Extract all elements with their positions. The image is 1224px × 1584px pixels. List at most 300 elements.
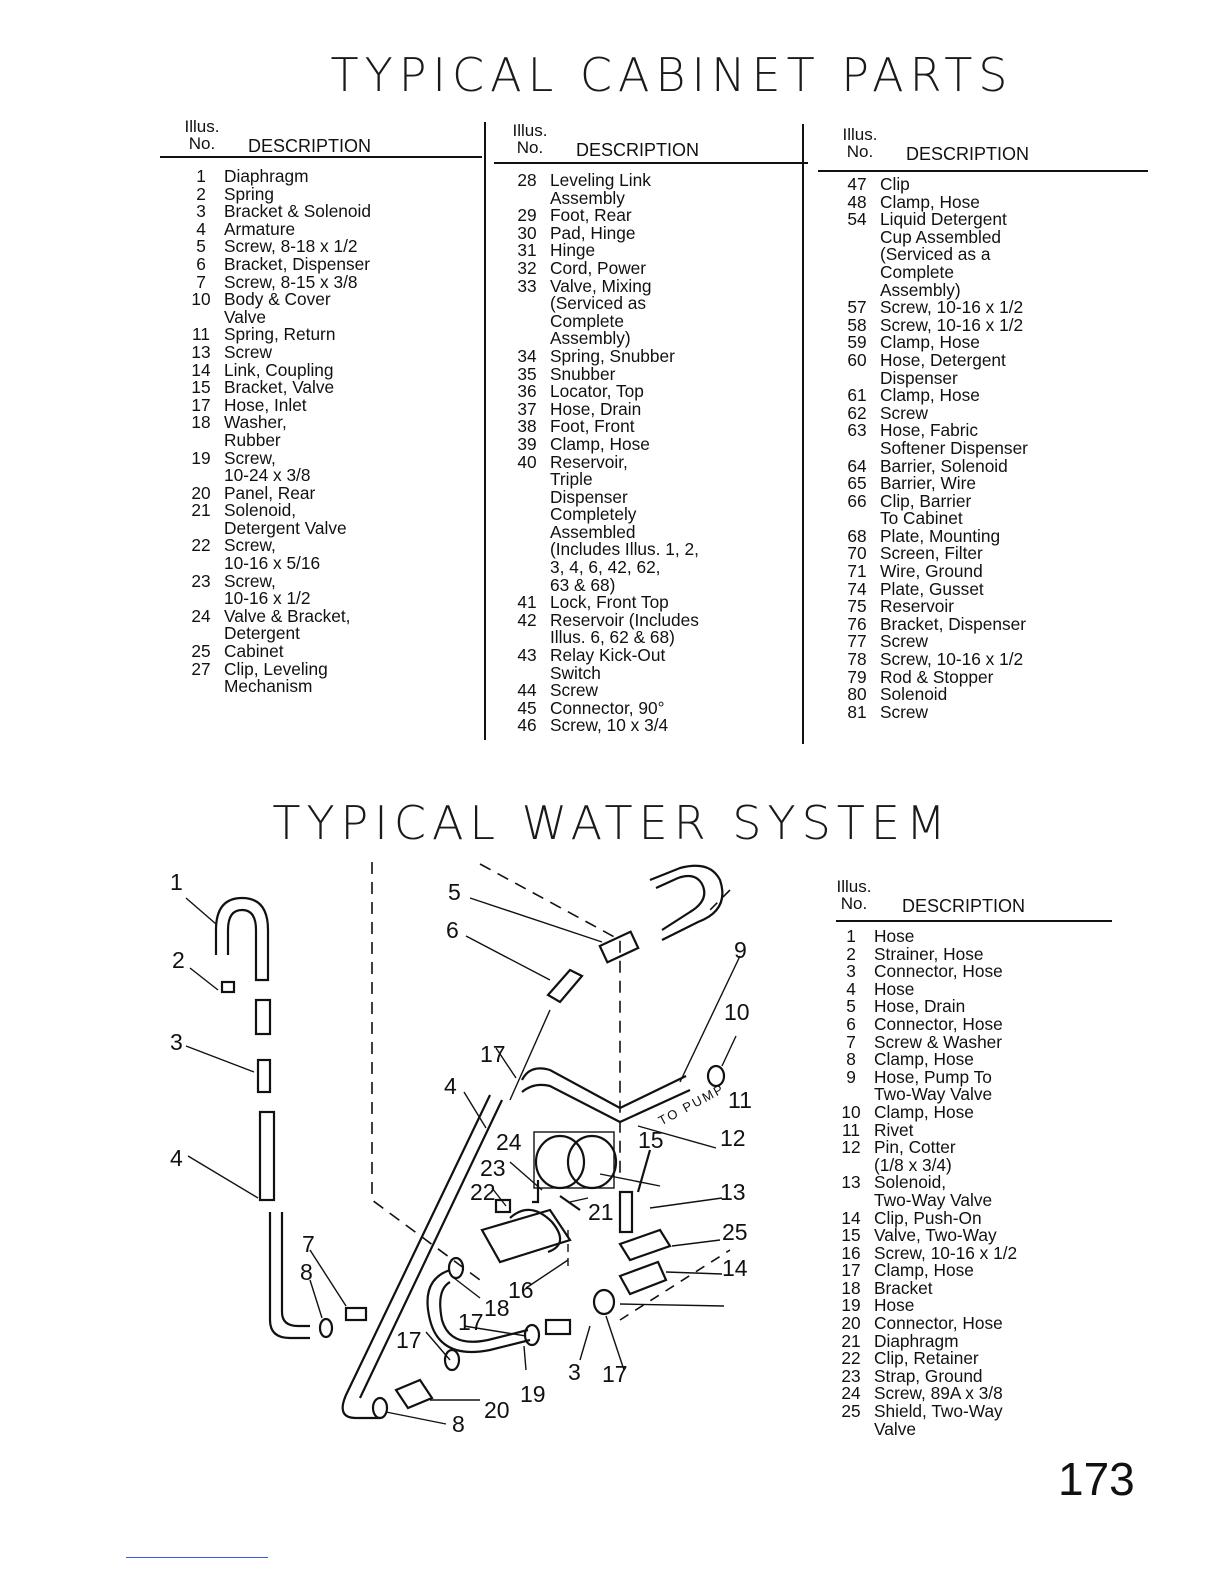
part-row: [178, 394, 478, 415]
part-description: Clamp, Hose: [880, 332, 980, 353]
part-description: Connector, 90°: [550, 697, 665, 718]
part-description: Screw, 10-16 x 1/2: [880, 314, 1024, 335]
part-number: 48: [847, 191, 867, 212]
part-number: 74: [847, 578, 867, 599]
callout-2: 2: [172, 947, 185, 973]
bracket-18-shape: [482, 1210, 570, 1262]
part-description: Screw, 89A x 3/8: [874, 1383, 1003, 1404]
callout-1: 1: [170, 869, 183, 895]
part-row: [504, 418, 804, 436]
part-number: 4: [196, 218, 206, 239]
part-description: Connector, Hose: [874, 1013, 1003, 1034]
water-system-diagram: [150, 850, 790, 1450]
part-number: 76: [847, 613, 867, 634]
part-number: 10: [841, 1101, 861, 1122]
part-number: 47: [847, 174, 867, 194]
part-number: 46: [517, 715, 537, 736]
part-description: Bracket, Valve: [224, 377, 335, 398]
part-description: Hose, Inlet: [224, 394, 307, 415]
cabinet-col2-rule: [494, 162, 808, 164]
part-number: 15: [841, 1225, 861, 1246]
part-number: 20: [841, 1313, 861, 1334]
part-description: Connector, Hose: [874, 961, 1003, 982]
part-row: [828, 1403, 1118, 1438]
part-number: 22: [841, 1348, 861, 1369]
part-description: Foot, Rear: [550, 205, 632, 226]
part-row: [504, 222, 804, 243]
part-description: Lock, Front Top: [550, 592, 669, 613]
cabinet-divider-1: [484, 122, 486, 740]
footer-rule: [126, 1557, 268, 1558]
connector-20-shape: [396, 1380, 432, 1408]
part-number: 19: [841, 1295, 861, 1316]
part-description: Barrier, Solenoid: [880, 455, 1008, 476]
part-number: 78: [847, 649, 867, 670]
part-description: Screw, 10-16 x 1/2: [224, 570, 311, 609]
part-number: 24: [191, 605, 211, 626]
part-number: 13: [841, 1172, 861, 1193]
part-number: 16: [841, 1242, 861, 1263]
cabinet-col1-rule: [160, 156, 482, 158]
cabinet-col1-rows: [178, 168, 478, 696]
part-description: Spring, Return: [224, 324, 336, 345]
part-description: Snubber: [550, 363, 616, 384]
part-description: Plate, Mounting: [880, 525, 1001, 546]
part-description: Cord, Power: [550, 257, 647, 278]
part-description: Strap, Ground: [874, 1365, 983, 1386]
cabinet-col3-rule: [818, 170, 1148, 172]
part-row: [828, 1174, 1118, 1209]
part-row: [178, 291, 478, 326]
part-description: Diaphragm: [224, 166, 309, 186]
part-description: Bracket, Dispenser: [224, 253, 370, 274]
part-description: Hose, Drain: [550, 398, 642, 419]
callout-13: 13: [720, 1179, 746, 1205]
cotter-pin-shape: [638, 1150, 650, 1192]
callout-11: 11: [728, 1087, 752, 1113]
cabinet-col3-desc-header: DESCRIPTION: [906, 144, 1030, 164]
clamp-8-shape: [320, 1319, 332, 1337]
part-description: Clamp, Hose: [874, 1101, 974, 1122]
cabinet-col2-illus-header: Illus. No.: [512, 121, 548, 157]
part-description: Valve, Mixing (Serviced as Complete Assembly): [550, 275, 652, 349]
callout-3b: 3: [568, 1359, 581, 1385]
callout-6: 6: [446, 917, 459, 943]
part-number: 21: [191, 500, 211, 521]
part-description: Screw, 10 x 3/4: [550, 715, 669, 736]
part-number: 80: [847, 684, 867, 705]
callout-12: 12: [720, 1125, 746, 1151]
clamp-17-c: [445, 1350, 459, 1370]
part-description: Diaphragm: [874, 1330, 959, 1351]
part-description: Hose, Drain: [874, 996, 966, 1017]
part-row: [828, 1277, 1118, 1298]
part-row: [828, 1066, 1118, 1105]
part-number: 61: [847, 385, 867, 406]
part-number: 18: [191, 412, 211, 433]
callout-25: 25: [722, 1219, 748, 1245]
part-number: 23: [841, 1365, 861, 1386]
cabinet-col1-illus-header: Illus. No.: [184, 117, 220, 153]
part-row: [828, 978, 1118, 999]
part-number: 33: [517, 275, 537, 296]
part-row: [504, 383, 804, 401]
callout-17d: 17: [602, 1361, 628, 1387]
part-row: [178, 570, 478, 609]
part-description: Clip, Retainer: [874, 1348, 979, 1369]
part-number: 42: [517, 609, 537, 630]
part-row: [504, 242, 804, 260]
part-number: 35: [517, 363, 537, 384]
part-description: Clamp, Hose: [874, 1260, 974, 1281]
part-number: 79: [847, 666, 867, 687]
strainer-shape: [222, 982, 234, 992]
hose-4-diag-shape: [343, 1095, 502, 1418]
water-system-title: TYPICAL WATER SYSTEM: [272, 796, 952, 850]
cabinet-col2-desc-header: DESCRIPTION: [576, 140, 700, 160]
part-row: [504, 433, 804, 454]
part-description: Screw, 10-24 x 3/8: [224, 447, 311, 486]
part-description: Screw: [880, 402, 929, 423]
part-number: 18: [841, 1277, 861, 1298]
part-number: 5: [846, 996, 856, 1017]
part-number: 3: [196, 201, 206, 222]
part-number: 20: [191, 482, 211, 503]
callout-24: 24: [496, 1129, 522, 1155]
part-number: 31: [517, 240, 537, 261]
part-number: 32: [517, 257, 537, 278]
part-number: 12: [841, 1137, 861, 1158]
part-description: Clip, Push-On: [874, 1207, 982, 1228]
part-number: 29: [517, 205, 537, 226]
part-description: Wire, Ground: [880, 561, 983, 582]
callout-20: 20: [484, 1397, 510, 1423]
part-row: [828, 1139, 1118, 1174]
part-row: [828, 1013, 1118, 1034]
to-pump-label: TO PUMP: [655, 1080, 728, 1129]
part-number: 1: [846, 926, 856, 946]
part-description: Panel, Rear: [224, 482, 316, 503]
part-description: Locator, Top: [550, 381, 644, 402]
part-description: Screw, 8-15 x 3/8: [224, 271, 358, 292]
part-number: 57: [847, 297, 867, 318]
cabinet-col3-illus-header: Illus. No.: [842, 125, 878, 161]
part-description: Cabinet: [224, 641, 284, 662]
part-number: 13: [191, 341, 211, 362]
part-description: Screw: [880, 701, 929, 722]
part-number: 37: [517, 398, 537, 419]
part-number: 64: [847, 455, 867, 476]
part-description: Hose: [874, 1295, 915, 1316]
part-description: Solenoid: [880, 684, 948, 705]
part-description: Liquid Detergent Cup Assembled (Serviced as a Complete Assembly): [880, 209, 1007, 300]
part-row: [178, 253, 478, 274]
part-description: Hose, Fabric Softener Dispenser: [880, 420, 1028, 458]
part-description: Strainer, Hose: [874, 943, 984, 964]
part-number: 62: [847, 402, 867, 423]
part-number: 28: [517, 170, 537, 190]
part-number: 77: [847, 631, 867, 652]
part-description: Clip, Barrier To Cabinet: [880, 490, 972, 529]
part-row: [178, 502, 478, 537]
part-row: [828, 1315, 1118, 1333]
part-description: Screw & Washer: [874, 1031, 1003, 1052]
callout-22: 22: [470, 1179, 496, 1205]
part-description: Clamp, Hose: [880, 385, 980, 406]
part-description: Screw: [550, 680, 599, 701]
part-number: 15: [191, 377, 211, 398]
water-desc-header: DESCRIPTION: [902, 896, 1026, 916]
part-row: [178, 414, 478, 449]
connector-3-shape: [258, 1060, 270, 1092]
part-row: [178, 658, 478, 697]
connector-6-shape: [548, 970, 582, 1002]
clamp-8b-shape: [373, 1398, 387, 1418]
part-description: Hinge: [550, 240, 596, 261]
part-description: Pad, Hinge: [550, 222, 636, 243]
part-number: 2: [846, 943, 856, 964]
part-row: [504, 257, 804, 278]
clamp-17-b: [525, 1325, 539, 1345]
part-description: Hose: [874, 926, 915, 946]
callout-16: 16: [508, 1277, 534, 1303]
part-number: 59: [847, 332, 867, 353]
callout-8: 8: [300, 1259, 313, 1285]
part-row: [504, 398, 804, 419]
part-number: 14: [841, 1207, 861, 1228]
part-row: [504, 172, 804, 207]
callout-10: 10: [724, 999, 750, 1025]
callout-23: 23: [480, 1155, 506, 1181]
part-description: Clamp, Hose: [874, 1049, 974, 1070]
diaphragm-21-shape-a: [536, 1136, 584, 1188]
part-description: Clip: [880, 174, 910, 194]
part-row: [834, 176, 1144, 194]
part-row: [828, 1262, 1118, 1280]
callout-18: 18: [484, 1295, 510, 1321]
part-number: 63: [847, 420, 867, 441]
part-description: Rivet: [874, 1119, 914, 1140]
part-number: 65: [847, 473, 867, 494]
part-number: 11: [842, 1119, 860, 1140]
screw-7-shape: [346, 1308, 366, 1320]
part-number: 38: [517, 416, 537, 437]
part-description: Clamp, Hose: [880, 191, 980, 212]
part-row: [834, 349, 1144, 388]
part-number: 71: [847, 561, 867, 582]
part-number: 14: [191, 359, 211, 380]
strap-23-shape: [560, 1196, 580, 1210]
part-number: 60: [847, 349, 867, 370]
hose-segment-5: [600, 932, 638, 963]
cabinet-col1-desc-header: DESCRIPTION: [248, 136, 372, 156]
water-illus-header: Illus. No.: [836, 877, 872, 913]
part-row: [178, 379, 478, 397]
water-rule: [836, 920, 1112, 922]
part-row: [504, 717, 804, 735]
pin-12-shape: [620, 1192, 632, 1232]
part-row: [504, 451, 804, 595]
water-rows: [828, 928, 1118, 1438]
cabinet-col3-rows: [834, 176, 1144, 721]
part-row: [178, 643, 478, 661]
part-description: Body & Cover Valve: [224, 289, 331, 327]
callout-17: 17: [480, 1041, 506, 1067]
part-description: Leveling Link Assembly: [550, 170, 651, 208]
callout-21: 21: [588, 1199, 614, 1225]
part-row: [834, 422, 1144, 457]
part-description: Screw, 10-16 x 5/16: [224, 535, 321, 574]
part-description: Barrier, Wire: [880, 473, 977, 494]
part-number: 8: [846, 1049, 856, 1070]
part-number: 24: [841, 1383, 861, 1404]
part-row: [178, 537, 478, 572]
part-row: [834, 211, 1144, 299]
part-number: 68: [847, 525, 867, 546]
part-description: Valve, Two-Way: [874, 1225, 997, 1246]
part-number: 75: [847, 596, 867, 617]
callout-17b: 17: [458, 1309, 484, 1335]
callout-14: 14: [722, 1255, 748, 1281]
cabinet-divider-2: [802, 124, 804, 744]
part-number: 41: [517, 592, 537, 613]
solenoid-13-shape: [620, 1230, 670, 1260]
part-number: 6: [846, 1013, 856, 1034]
part-row: [178, 168, 478, 186]
part-row: [504, 207, 804, 225]
part-description: Rod & Stopper: [880, 666, 994, 687]
part-row: [178, 326, 478, 344]
callout-17c: 17: [396, 1327, 422, 1353]
part-description: Washer, Rubber: [224, 412, 287, 450]
part-description: Shield, Two-Way Valve: [874, 1401, 1003, 1439]
part-row: [178, 341, 478, 362]
part-number: 43: [517, 645, 537, 666]
part-description: Spring, Snubber: [550, 345, 675, 366]
part-description: Solenoid, Two-Way Valve: [874, 1172, 993, 1210]
hose-segment-shape: [256, 1000, 270, 1034]
part-number: 54: [847, 209, 867, 230]
hose-4-upper-shape: [260, 1112, 274, 1200]
part-row: [178, 482, 478, 503]
part-description: Spring: [224, 183, 274, 204]
part-number: 22: [191, 535, 211, 556]
part-row: [504, 275, 804, 349]
part-number: 23: [191, 570, 211, 591]
clamp-17-a: [449, 1258, 463, 1278]
part-row: [828, 1101, 1118, 1122]
part-number: 81: [847, 701, 867, 722]
part-number: 30: [517, 222, 537, 243]
part-row: [834, 701, 1144, 722]
callout-7: 7: [302, 1231, 315, 1257]
part-number: 7: [196, 271, 206, 292]
part-row: [178, 605, 478, 644]
part-description: Screw, 10-16 x 1/2: [880, 297, 1024, 318]
part-number: 17: [841, 1260, 861, 1281]
part-description: Bracket: [874, 1277, 933, 1298]
callout-5: 5: [448, 879, 461, 905]
part-number: 40: [517, 451, 537, 472]
callout-15: 15: [638, 1127, 664, 1153]
callout-3: 3: [170, 1029, 183, 1055]
part-description: Screw, 10-16 x 1/2: [874, 1242, 1018, 1263]
part-description: Clip, Leveling Mechanism: [224, 658, 328, 697]
part-number: 58: [847, 314, 867, 335]
part-description: Screw: [224, 341, 273, 362]
part-description: Solenoid, Detergent Valve: [224, 500, 347, 538]
part-number: 45: [517, 697, 537, 718]
part-description: Link, Coupling: [224, 359, 334, 380]
part-description: Reservoir, Triple Dispenser Completely Assembled (Includes Illus. 1, 2, 3, 4, 6, 42, 62, 63 & 68): [550, 451, 699, 595]
part-number: 5: [196, 236, 206, 257]
part-description: Hose: [874, 978, 915, 999]
part-description: Screw, 8-18 x 1/2: [224, 236, 358, 257]
part-number: 6: [196, 253, 206, 274]
page-number: 173: [1058, 1453, 1135, 1505]
part-number: 7: [846, 1031, 856, 1052]
part-description: Screw: [880, 631, 929, 652]
part-number: 27: [191, 658, 211, 679]
part-description: Hose, Detergent Dispenser: [880, 349, 1006, 388]
part-description: Bracket, Dispenser: [880, 613, 1026, 634]
part-number: 9: [846, 1066, 856, 1087]
part-number: 25: [191, 641, 211, 662]
part-description: Relay Kick-Out Switch: [550, 645, 666, 683]
part-number: 3: [846, 961, 856, 982]
part-description: Valve & Bracket, Detergent: [224, 605, 351, 644]
part-description: Hose, Pump To Two-Way Valve: [874, 1066, 993, 1105]
part-number: 17: [191, 394, 211, 415]
cabinet-parts-title: TYPICAL CABINET PARTS: [330, 48, 1014, 102]
part-number: 36: [517, 381, 537, 402]
callout-8b: 8: [452, 1411, 465, 1437]
shield-25-shape: [620, 1262, 666, 1294]
part-number: 4: [846, 978, 856, 999]
part-row: [834, 651, 1144, 669]
part-number: 66: [847, 490, 867, 511]
part-number: 21: [841, 1330, 861, 1351]
part-row: [828, 1119, 1118, 1140]
part-description: Screen, Filter: [880, 543, 983, 564]
part-row: [828, 963, 1118, 981]
part-row: [504, 609, 804, 648]
diaphragm-21-shape-b: [568, 1136, 616, 1188]
hose-1-shape: [216, 898, 268, 980]
part-row: [504, 363, 804, 384]
part-number: 34: [517, 345, 537, 366]
part-row: [834, 490, 1144, 529]
part-row: [828, 928, 1118, 946]
part-number: 25: [841, 1401, 861, 1422]
part-description: Clamp, Hose: [550, 433, 650, 454]
cabinet-col2-rows: [504, 172, 804, 735]
part-description: Bracket & Solenoid: [224, 201, 371, 222]
clip-14-shape: [594, 1290, 614, 1314]
part-row: [178, 447, 478, 486]
part-number: 19: [191, 447, 211, 468]
callout-4: 4: [170, 1145, 183, 1171]
part-description: Reservoir: [880, 596, 954, 617]
part-number: 39: [517, 433, 537, 454]
part-description: Connector, Hose: [874, 1313, 1003, 1334]
part-row: [504, 345, 804, 366]
part-description: Screw, 10-16 x 1/2: [880, 649, 1024, 670]
part-number: 44: [517, 680, 537, 701]
part-number: 1: [196, 166, 206, 186]
part-number: 10: [191, 289, 211, 310]
part-description: Plate, Gusset: [880, 578, 984, 599]
